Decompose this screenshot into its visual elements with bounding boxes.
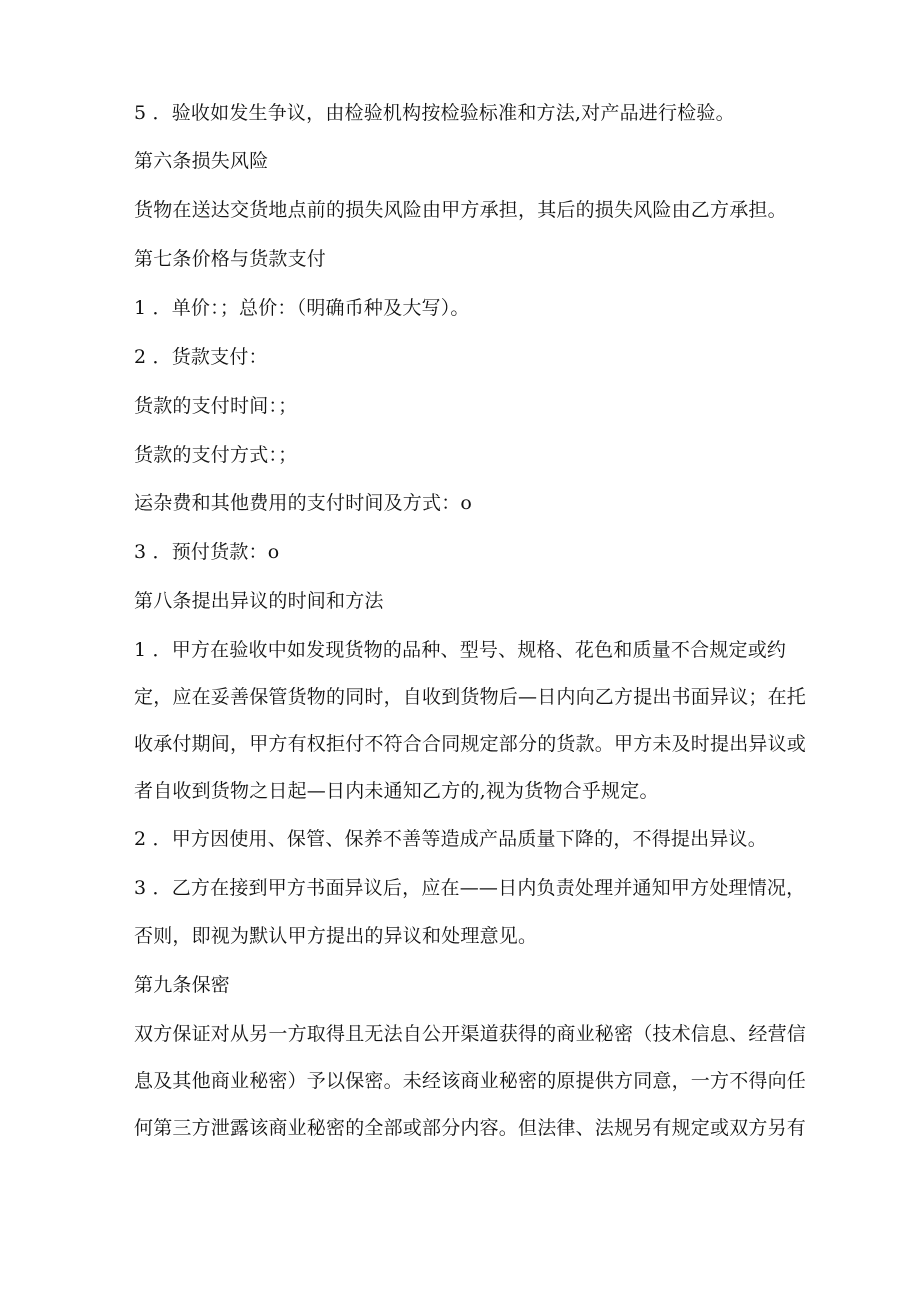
- article-8-item-3-line-1: 3 ．乙方在接到甲方书面异议后，应在——日内负责处理并通知甲方处理情况，: [134, 877, 806, 899]
- clause-5-dispute-inspection: 5 ．验收如发生争议，由检验机构按检验标准和方法,对产品进行检验。: [134, 102, 735, 124]
- article-8-item-1-line-4: 者自收到货物之日起—日内未通知乙方的,视为货物合乎规定。: [134, 780, 659, 802]
- article-9-body-line-3: 何第三方泄露该商业秘密的全部或部分内容。但法律、法规另有规定或双方另有: [134, 1117, 807, 1139]
- article-7-item-2: 2 ．货款支付：: [134, 346, 268, 368]
- payment-time-line: 货款的支付时间：；: [134, 395, 298, 417]
- article-8-item-1-line-2: 定，应在妥善保管货物的同时，自收到货物后—日内向乙方提出书面异议；在托: [134, 686, 807, 708]
- article-6-heading: 第六条损失风险: [134, 150, 269, 172]
- article-7-item-3: 3 ．预付货款：o: [134, 541, 280, 563]
- transport-fees-line: 运杂费和其他费用的支付时间及方式：o: [134, 492, 473, 514]
- article-8-item-1-line-1: 1 ．甲方在验收中如发现货物的品种、型号、规格、花色和质量不合规定或约: [134, 639, 787, 661]
- article-7-item-1: 1 ．单价：；总价：（明确币种及大写）。: [134, 297, 470, 319]
- article-8-item-1-line-3: 收承付期间，甲方有权拒付不符合合同规定部分的货款。甲方未及时提出异议或: [134, 733, 807, 755]
- payment-method-line: 货款的支付方式：；: [134, 444, 298, 466]
- article-9-body-line-1: 双方保证对从另一方取得且无法自公开渠道获得的商业秘密（技术信息、经营信: [134, 1023, 807, 1045]
- article-9-body-line-2: 息及其他商业秘密）予以保密。未经该商业秘密的原提供方同意，一方不得向任: [134, 1070, 807, 1092]
- article-8-heading: 第八条提出异议的时间和方法: [134, 590, 384, 612]
- article-7-heading: 第七条价格与货款支付: [134, 248, 327, 270]
- article-9-heading: 第九条保密: [134, 974, 231, 996]
- article-6-body: 货物在送达交货地点前的损失风险由甲方承担，其后的损失风险由乙方承担。: [134, 199, 787, 221]
- article-8-item-2: 2 ．甲方因使用、保管、保养不善等造成产品质量下降的，不得提出异议。: [134, 828, 767, 850]
- article-8-item-3-line-2: 否则，即视为默认甲方提出的异议和处理意见。: [134, 925, 538, 947]
